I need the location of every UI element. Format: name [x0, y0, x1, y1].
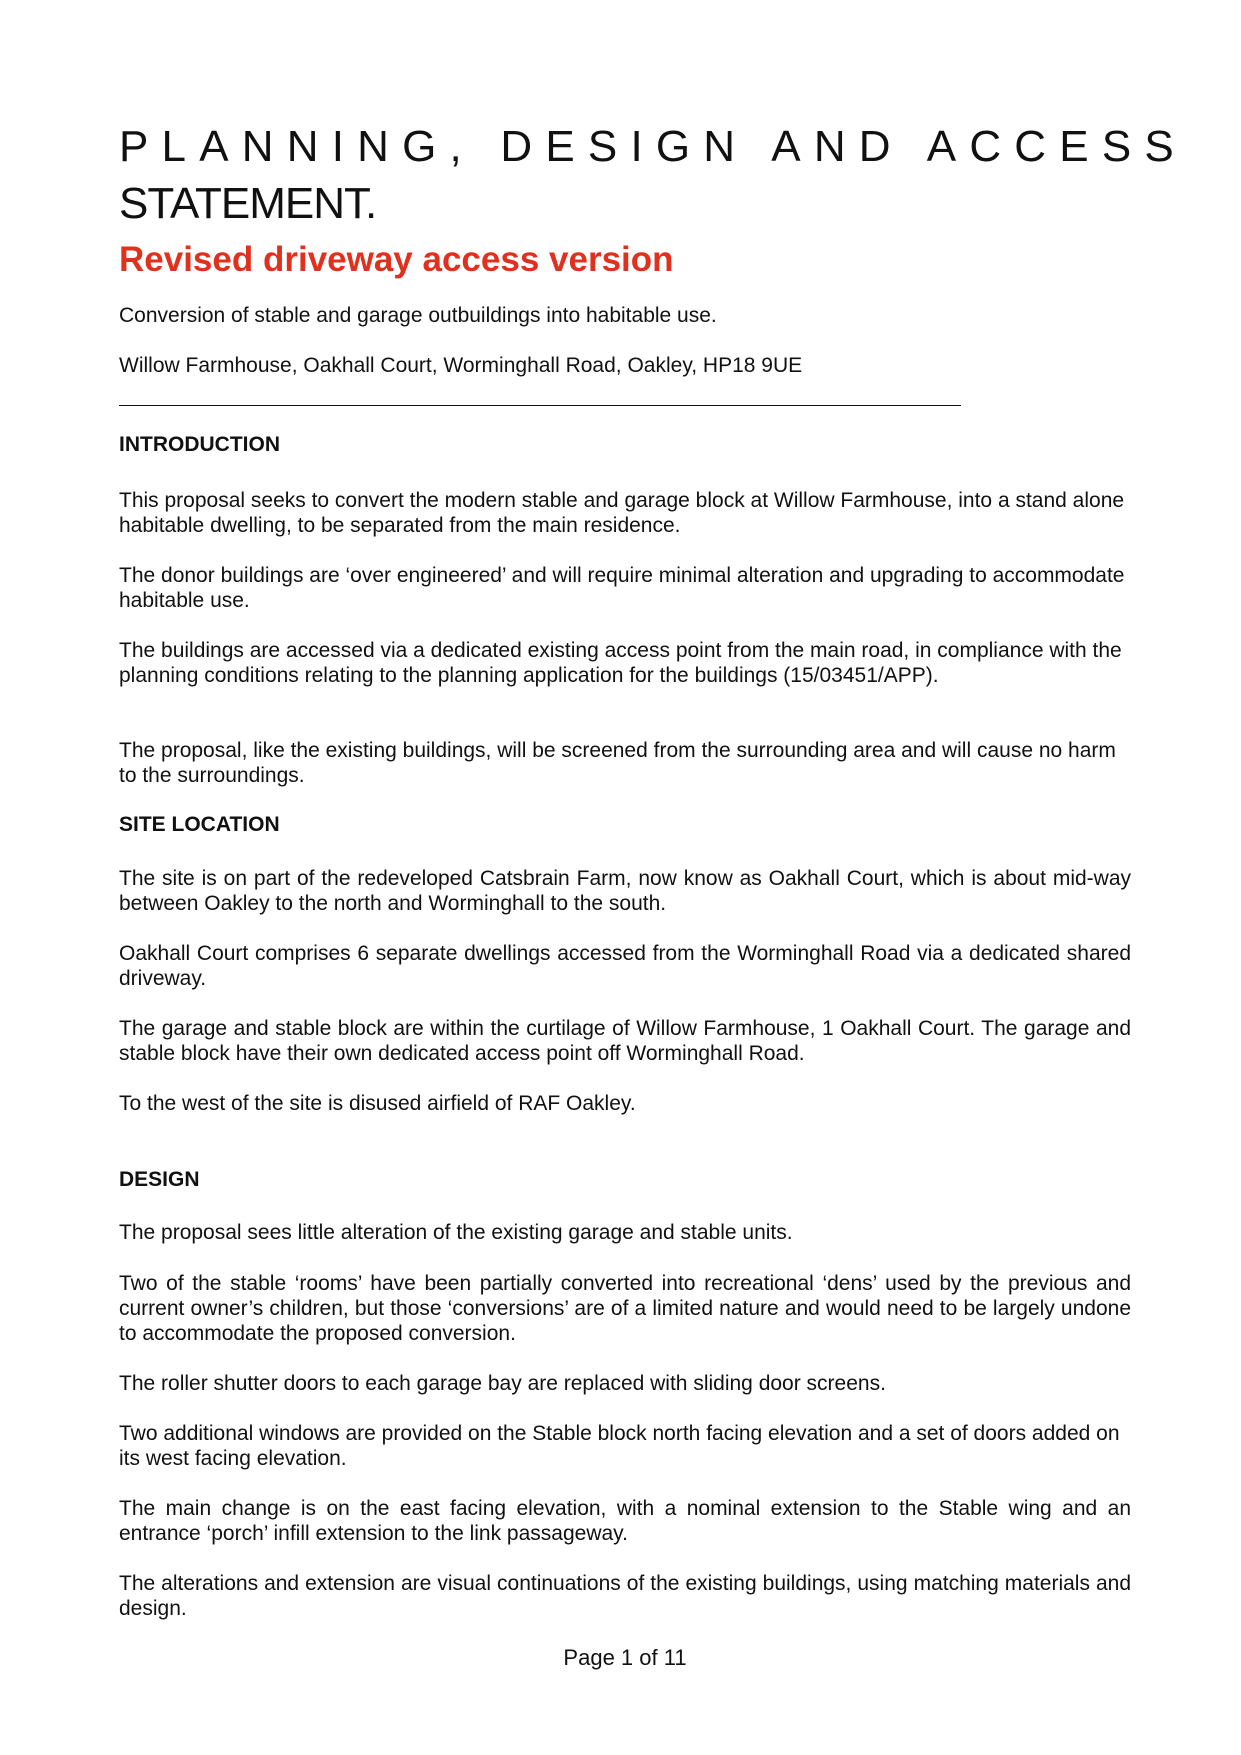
site-location-paragraph-4: To the west of the site is disused airfield of RAF Oakley. [119, 1092, 636, 1115]
design-paragraph-3: The roller shutter doors to each garage bay are replaced with sliding door screens. [119, 1372, 886, 1395]
document-title-line2: STATEMENT. [119, 179, 377, 228]
header-divider [119, 405, 961, 406]
design-heading: DESIGN [119, 1168, 200, 1191]
site-location-paragraph-3: The garage and stable block are within the curtilage of Willow Farmhouse, 1 Oakhall Court. The garage and stable block have their own dedicated access point off Worminghall Road. [119, 1017, 1131, 1065]
introduction-heading: INTRODUCTION [119, 433, 280, 456]
design-paragraph-6: The alterations and extension are visual continuations of the existing buildings, using matching materials and design. [119, 1572, 1131, 1620]
page-footer [119, 1645, 1131, 1671]
site-address: Willow Farmhouse, Oakhall Court, Worminghall Road, Oakley, HP18 9UE [119, 354, 803, 377]
document-subtitle: Revised driveway access version [119, 240, 674, 279]
design-paragraph-1: The proposal sees little alteration of the existing garage and stable units. [119, 1221, 793, 1244]
site-location-paragraph-1: The site is on part of the redeveloped Catsbrain Farm, now know as Oakhall Court, which is about mid-way between Oakley to the north and Worminghall to the south. [119, 867, 1131, 915]
site-location-paragraph-2: Oakhall Court comprises 6 separate dwellings accessed from the Worminghall Road via a dedicated shared driveway. [119, 942, 1131, 990]
document-page [119, 0, 1187, 1755]
introduction-paragraph-4: The proposal, like the existing buildings, will be screened from the surrounding area and will cause no harm to the surroundings. [119, 739, 1116, 787]
design-paragraph-4: Two additional windows are provided on the Stable block north facing elevation and a set of doors added on its west facing elevation. [119, 1422, 1120, 1470]
document-title-line1: PLANNING, DESIGN AND ACCESS [119, 122, 1187, 171]
project-description: Conversion of stable and garage outbuildings into habitable use. [119, 304, 717, 327]
introduction-paragraph-2: The donor buildings are ‘over engineered’ and will require minimal alteration and upgrading to accommodate habitable use. [119, 564, 1125, 612]
introduction-paragraph-3: The buildings are accessed via a dedicated existing access point from the main road, in compliance with the planning conditions relating to the planning application for the buildings (15/03451/APP). [119, 639, 1122, 687]
site-location-heading: SITE LOCATION [119, 813, 280, 836]
design-paragraph-2: Two of the stable ‘rooms’ have been partially converted into recreational ‘dens’ used by the previous and current owner’s children, but those ‘conversions’ are of a limited nature and would need to be largely undone to accommodate the proposed conversion. [119, 1272, 1131, 1345]
design-paragraph-5: The main change is on the east facing elevation, with a nominal extension to the Stable wing and an entrance ‘porch’ infill extension to the link passageway. [119, 1497, 1131, 1545]
introduction-paragraph-1: This proposal seeks to convert the modern stable and garage block at Willow Farmhouse, into a stand alone habitable dwelling, to be separated from the main residence. [119, 489, 1125, 537]
page-number: Page 1 of 11 [563, 1645, 687, 1670]
